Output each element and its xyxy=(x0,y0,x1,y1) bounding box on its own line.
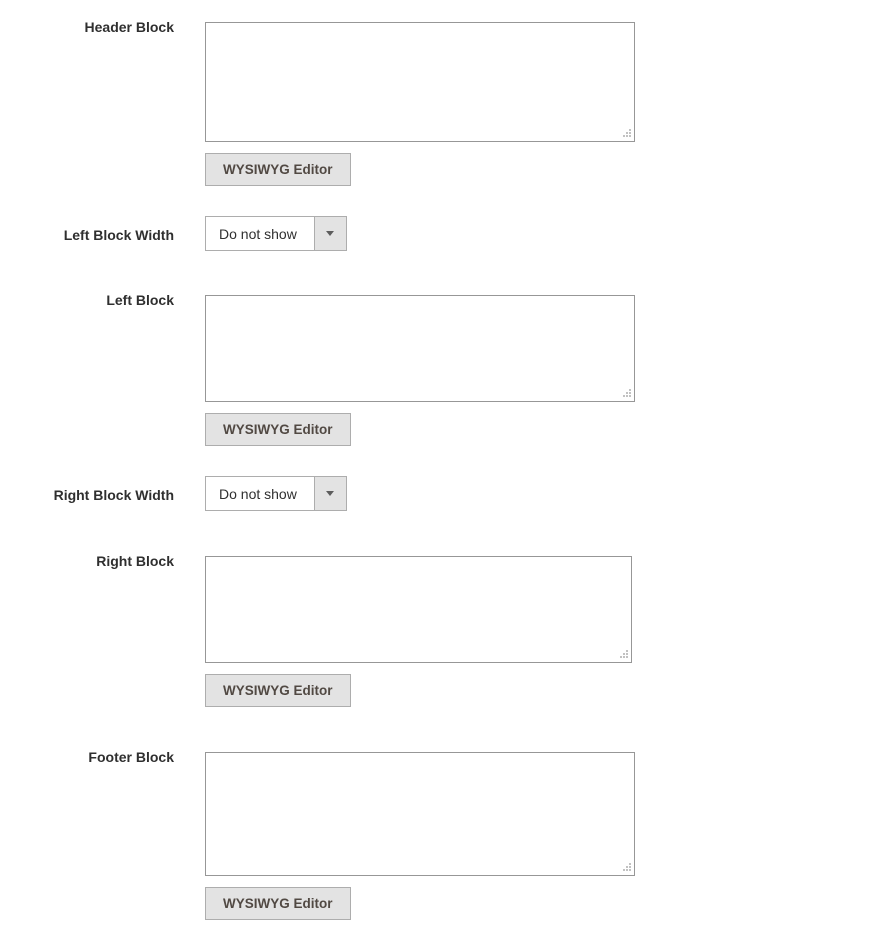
resize-grip-icon[interactable] xyxy=(622,388,632,398)
right-block-width-label: Right Block Width xyxy=(53,487,174,503)
field-row-right-block-width xyxy=(0,476,869,511)
chevron-down-icon xyxy=(314,477,346,510)
wysiwyg-editor-button[interactable]: WYSIWYG Editor xyxy=(205,887,351,920)
header-block-label: Header Block xyxy=(84,19,174,35)
right-block-width-selected-value: Do not show xyxy=(219,485,297,502)
left-block-width-label: Left Block Width xyxy=(63,227,174,243)
right-block-width-label-col xyxy=(0,486,174,505)
right-block-width-control xyxy=(205,476,347,511)
header-block-label-col xyxy=(0,18,174,37)
chevron-down-triangle xyxy=(326,491,334,496)
header-block-control xyxy=(205,22,635,186)
right-block-width-select[interactable] xyxy=(205,476,347,511)
footer-block-label: Footer Block xyxy=(88,749,174,765)
right-block-label: Right Block xyxy=(96,553,174,569)
wysiwyg-editor-button[interactable]: WYSIWYG Editor xyxy=(205,413,351,446)
right-block-textarea[interactable] xyxy=(205,556,632,663)
left-block-control xyxy=(205,295,635,446)
left-block-textarea-wrap xyxy=(205,295,635,402)
right-block-label-col xyxy=(0,552,174,571)
left-block-width-label-col xyxy=(0,226,174,245)
left-block-label-col xyxy=(0,291,174,310)
left-block-width-selected-value: Do not show xyxy=(219,225,297,242)
header-block-textarea[interactable] xyxy=(205,22,635,142)
left-block-width-control xyxy=(205,216,347,251)
resize-grip-icon[interactable] xyxy=(622,862,632,872)
footer-block-textarea[interactable] xyxy=(205,752,635,876)
left-block-width-select[interactable] xyxy=(205,216,347,251)
chevron-down-icon xyxy=(314,217,346,250)
left-block-textarea[interactable] xyxy=(205,295,635,402)
field-row-right-block xyxy=(0,553,869,707)
wysiwyg-editor-button[interactable]: WYSIWYG Editor xyxy=(205,674,351,707)
resize-grip-icon[interactable] xyxy=(622,128,632,138)
right-block-textarea-wrap xyxy=(205,556,632,663)
resize-grip-icon[interactable] xyxy=(619,649,629,659)
field-row-left-block xyxy=(0,292,869,446)
wysiwyg-editor-button[interactable]: WYSIWYG Editor xyxy=(205,153,351,186)
footer-block-textarea-wrap xyxy=(205,752,635,876)
field-row-left-block-width xyxy=(0,216,869,251)
field-row-footer-block xyxy=(0,749,869,920)
footer-block-control xyxy=(205,752,635,920)
right-block-control xyxy=(205,556,632,707)
header-block-textarea-wrap xyxy=(205,22,635,142)
footer-block-label-col xyxy=(0,748,174,767)
left-block-label: Left Block xyxy=(106,292,174,308)
field-row-header-block xyxy=(0,19,869,186)
chevron-down-triangle xyxy=(326,231,334,236)
